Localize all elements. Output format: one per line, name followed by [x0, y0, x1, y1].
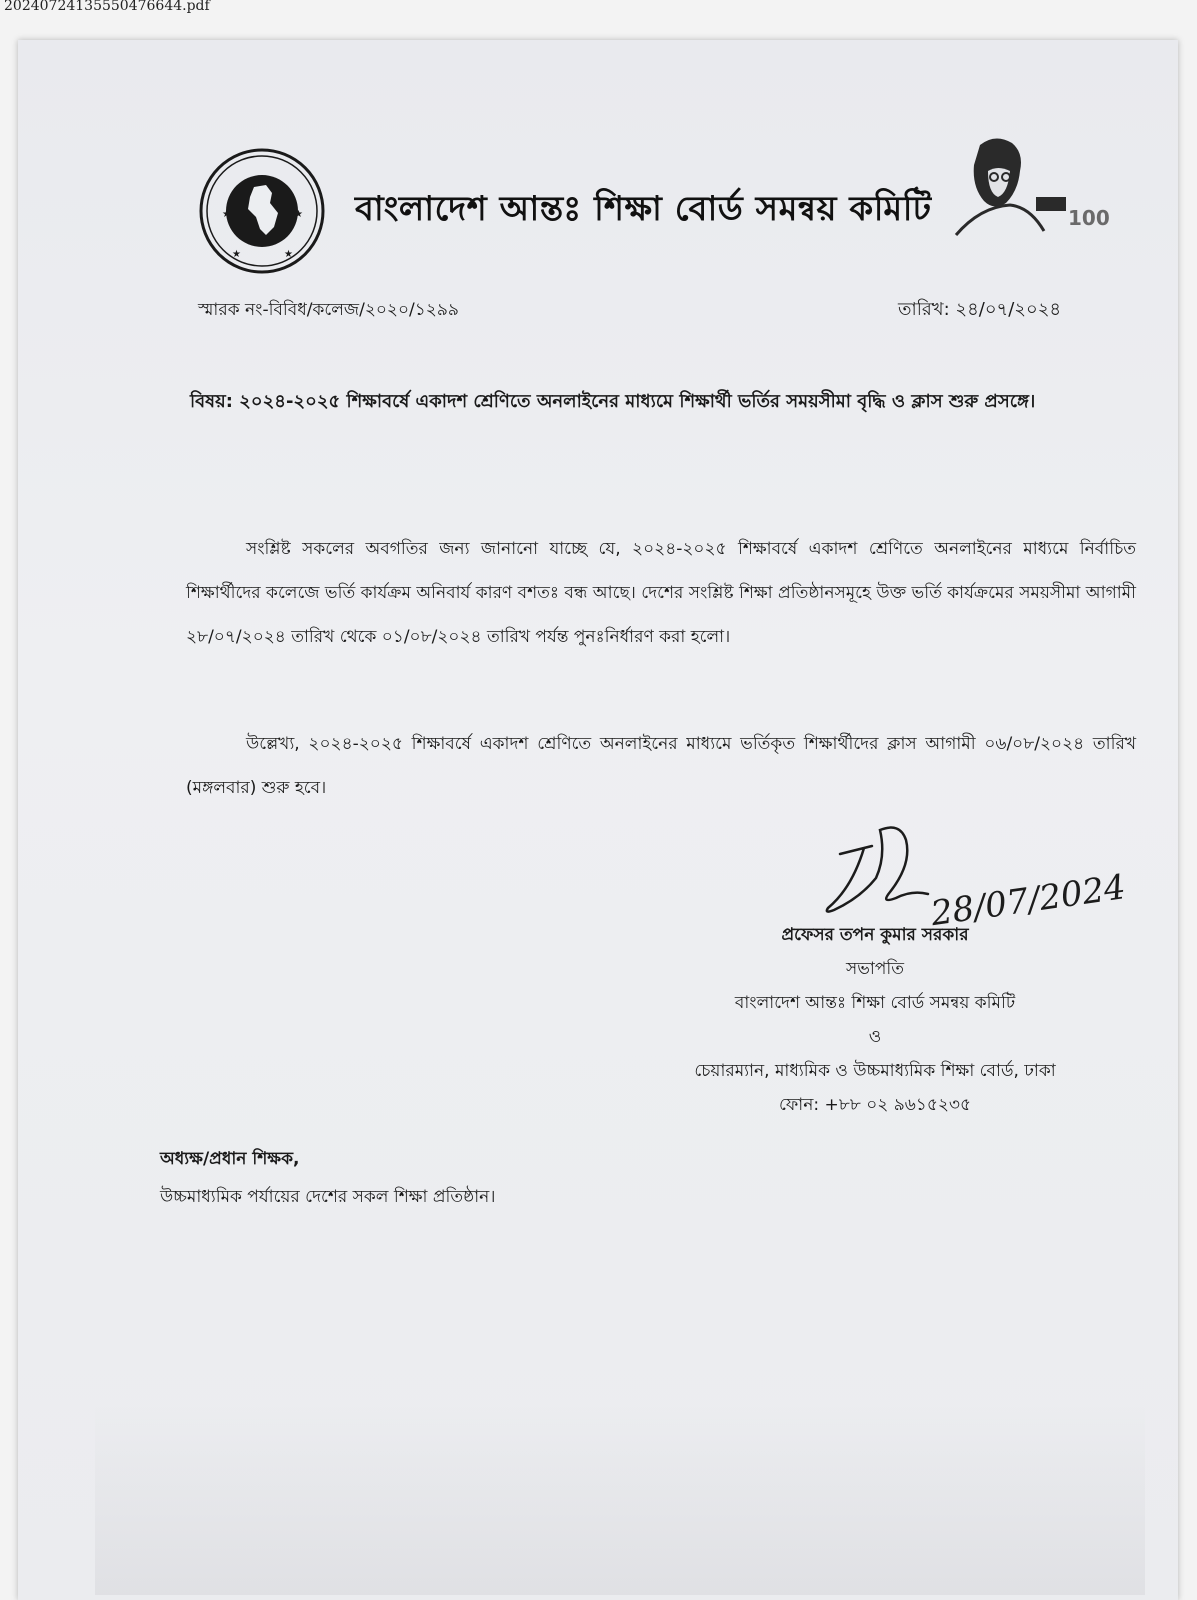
government-seal-icon	[198, 147, 326, 275]
signatory-organization: বাংলাদেশ আন্তঃ শিক্ষা বোর্ড সমন্বয় কমিটি	[734, 993, 1016, 1013]
svg-text:28/07/2024: 28/07/2024	[928, 867, 1129, 935]
body-paragraph-2: উল্লেখ্য, ২০২৪-২০২৫ শিক্ষাবর্ষে একাদশ শ্রেণিতে অনলাইনের মাধ্যমে ভর্তিকৃত শিক্ষার্থীদের ক্লাস আগামী ০৬/০৮/২০২৪ তারিখ (মঙ্গলবার) শুরু হবে।	[186, 734, 1136, 798]
svg-text:★: ★	[232, 249, 241, 260]
memo-date: তারিখ: ২৪/০৭/২০২৪	[898, 299, 1062, 320]
signatory-and: ও	[868, 1027, 882, 1047]
mujib-borsho-logo-icon	[950, 135, 1110, 245]
signatory-chairman-title: চেয়ারম্যান, মাধ্যমিক ও উচ্চমাধ্যমিক শিক্ষা বোর্ড, ঢাকা	[694, 1061, 1056, 1081]
signatory-role: সভাপতি	[846, 959, 904, 979]
board-committee-title: বাংলাদেশ আন্তঃ শিক্ষা বোর্ড সমন্বয় কমিটি	[355, 188, 932, 229]
signatory-name: প্রফেসর তপন কুমার সরকার	[781, 925, 969, 945]
recipient-institutions: উচ্চমাধ্যমিক পর্যায়ের দেশের সকল শিক্ষা প্রতিষ্ঠান।	[160, 1187, 496, 1207]
svg-text:★: ★	[294, 209, 303, 220]
scan-shadow	[95, 1405, 1145, 1595]
signatory-block	[630, 918, 1120, 1122]
memo-subject: বিষয়: ২০২৪-২০২৫ শিক্ষাবর্ষে একাদশ শ্রেণিতে অনলাইনের মাধ্যমে শিক্ষার্থী ভর্তির সময়সীমা বৃদ্ধি ও ক্লাস শুরু প্রসঙ্গে।	[190, 391, 1036, 412]
body-paragraph-1: সংশ্লিষ্ট সকলের অবগতির জন্য জানানো যাচ্ছে যে, ২০২৪-২০২৫ শিক্ষাবর্ষে একাদশ শ্রেণিতে অনলাইনের মাধ্যমে নির্বাচিত শিক্ষার্থীদের কলেজে ভর্তি কার্যক্রম অনিবার্য কারণ বশতঃ বন্ধ আছে। দেশের সংশ্লিষ্ট শিক্ষা প্রতিষ্ঠানসমূহে উক্ত ভর্তি কার্যক্রমের সময়সীমা আগামী ২৮/০৭/২০২৪ তারিখ থেকে ০১/০৮/২০২৪ তারিখ পর্যন্ত পুনঃনির্ধারণ করা হলো।	[186, 539, 1136, 647]
memo-reference-number: স্মারক নং-বিবিধ/কলেজ/২০২০/১২৯৯	[198, 300, 459, 320]
svg-text:★: ★	[284, 249, 293, 260]
recipient-title: অধ্যক্ষ/প্রধান শিক্ষক,	[160, 1149, 300, 1169]
svg-text:100: 100	[1068, 206, 1110, 230]
recipient-block	[160, 1140, 495, 1216]
svg-text:★: ★	[222, 209, 231, 220]
pdf-filename: 20240724135550476644.pdf	[4, 0, 210, 14]
signatory-phone: ফোন: +৮৮ ০২ ৯৬১৫২৩৫	[778, 1095, 972, 1115]
